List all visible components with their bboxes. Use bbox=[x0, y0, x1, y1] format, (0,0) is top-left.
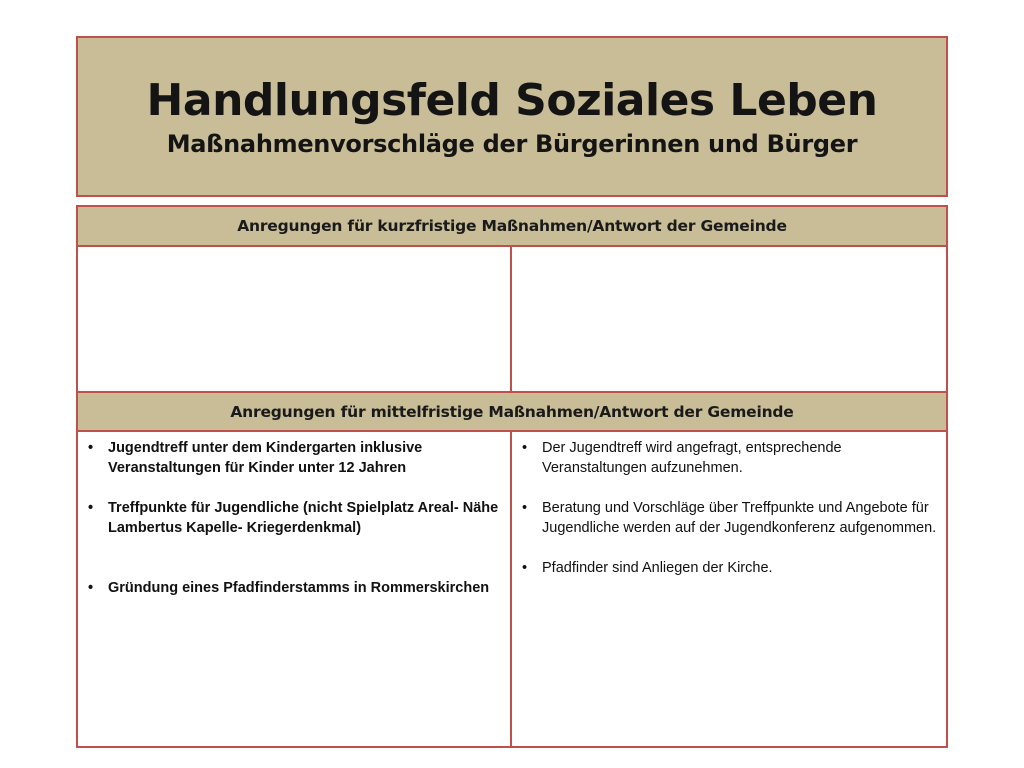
bullet-icon: • bbox=[88, 580, 94, 596]
list-item bbox=[520, 498, 938, 538]
response-text: Pfadfinder sind Anliegen der Kirche. bbox=[542, 560, 773, 576]
list-item bbox=[520, 558, 938, 578]
mid-term-response-cell bbox=[512, 432, 946, 746]
bullet-icon: • bbox=[88, 440, 94, 456]
short-term-suggestions-cell bbox=[78, 247, 512, 391]
list-item bbox=[86, 578, 502, 598]
page-title: Handlungsfeld Soziales Leben bbox=[146, 74, 878, 126]
mid-term-suggestions-cell bbox=[78, 432, 512, 746]
bullet-icon: • bbox=[522, 560, 528, 576]
bullet-icon: • bbox=[88, 500, 94, 516]
responses-list bbox=[512, 432, 946, 578]
page-subtitle: Maßnahmenvorschläge der Bürgerinnen und Bürger bbox=[166, 129, 858, 158]
list-item bbox=[520, 438, 938, 478]
suggestion-text: Treffpunkte für Jugendliche (nicht Spielplatz Areal- Nähe Lambertus Kapelle- Kriegerdenkmal) bbox=[108, 500, 499, 536]
response-text: Beratung und Vorschläge über Treffpunkte und Angebote für Jugendliche werden auf der Jugendkonferenz aufgenommen. bbox=[542, 500, 937, 536]
bullet-icon: • bbox=[522, 500, 528, 516]
suggestion-text: Jugendtreff unter dem Kindergarten inklusive Veranstaltungen für Kinder unter 12 Jahren bbox=[108, 440, 423, 476]
title-box bbox=[76, 36, 948, 197]
response-text: Der Jugendtreff wird angefragt, entsprechende Veranstaltungen aufzunehmen. bbox=[542, 440, 842, 476]
list-item bbox=[86, 438, 502, 478]
section-header-short-term: Anregungen für kurzfristige Maßnahmen/Antwort der Gemeinde bbox=[78, 207, 946, 245]
measures-table bbox=[76, 205, 948, 748]
suggestions-list bbox=[78, 432, 510, 598]
bullet-icon: • bbox=[522, 440, 528, 456]
mid-term-row bbox=[78, 430, 946, 746]
list-item bbox=[86, 498, 502, 538]
short-term-response-cell bbox=[512, 247, 946, 391]
short-term-row bbox=[78, 245, 946, 391]
section-header-mid-term: Anregungen für mittelfristige Maßnahmen/Antwort der Gemeinde bbox=[78, 391, 946, 430]
suggestion-text: Gründung eines Pfadfinderstamms in Rommerskirchen bbox=[108, 580, 490, 596]
